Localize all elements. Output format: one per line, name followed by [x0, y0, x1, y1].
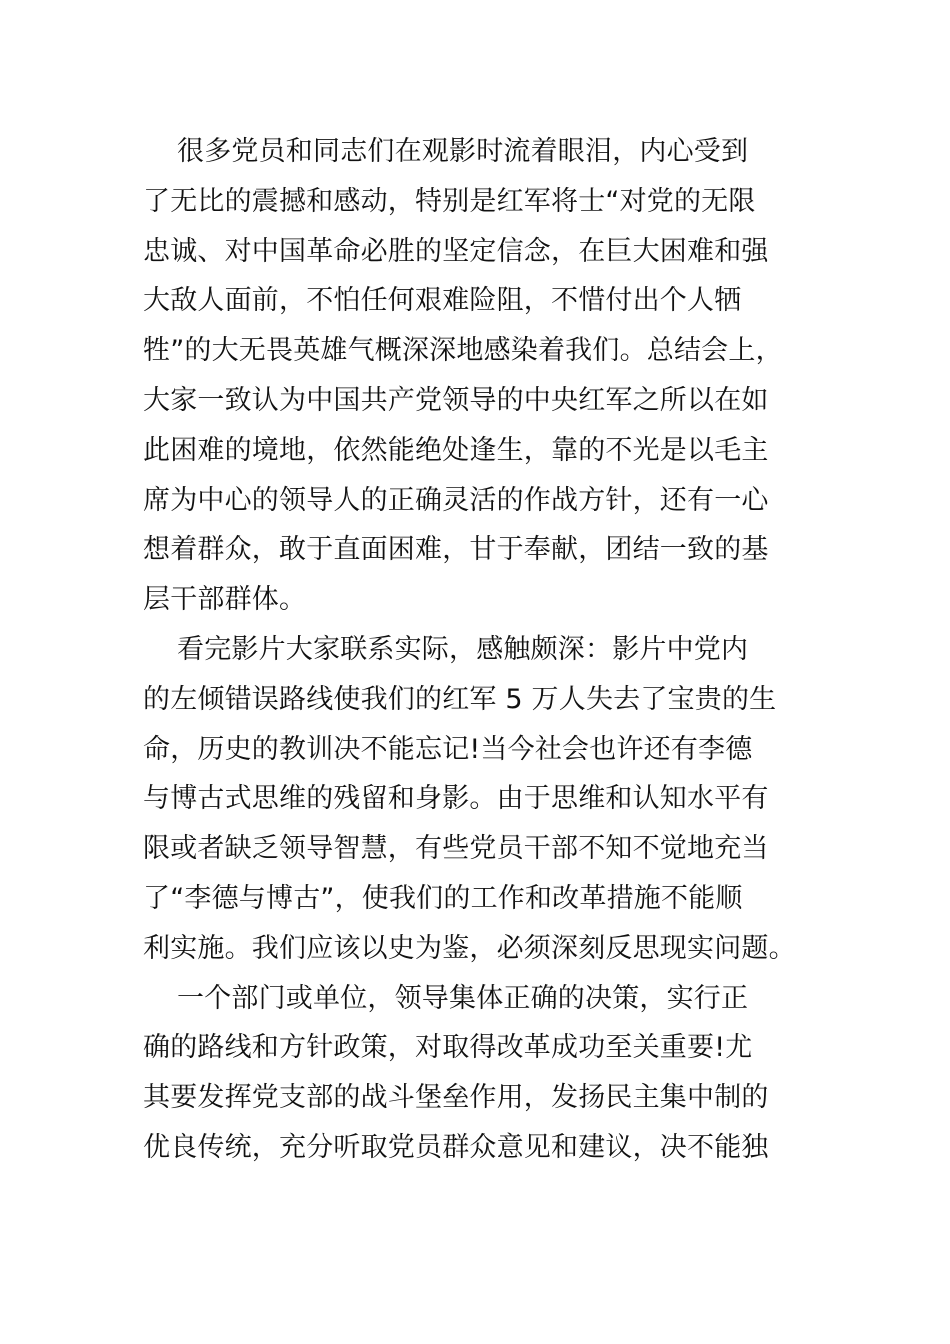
- text-line: 其要发挥党支部的战斗堡垒作用，发扬民主集中制的: [143, 1082, 769, 1114]
- text-line: 命，历史的教训决不能忘记!当今社会也许还有李德: [143, 733, 753, 765]
- text-line: 想着群众，敢于直面困难，甘于奉献，团结一致的基: [143, 534, 769, 566]
- paragraph-1: [143, 127, 823, 625]
- text-line: 确的路线和方针政策，对取得改革成功至关重要!尤: [143, 1032, 753, 1064]
- text-line: 牲”的大无畏英雄气概深深地感染着我们。总结会上，: [143, 335, 783, 367]
- text-line: 席为中心的领导人的正确灵活的作战方针，还有一心: [143, 484, 769, 516]
- text-line: 此困难的境地，依然能绝处逢生，靠的不光是以毛主: [143, 434, 769, 466]
- document-body: [143, 127, 823, 1173]
- text-line: 利实施。我们应该以史为鉴，必须深刻反思现实问题。: [143, 932, 796, 964]
- text-line: 层干部群体。: [143, 584, 307, 616]
- text-line: 忠诚、对中国革命必胜的坚定信念，在巨大困难和强: [143, 235, 769, 267]
- text-line: 一个部门或单位，领导集体正确的决策，实行正: [177, 982, 749, 1014]
- paragraph-2: [143, 625, 823, 974]
- text-line: 与博古式思维的残留和身影。由于思维和认知水平有: [143, 783, 769, 815]
- text-line: 大敌人面前，不怕任何艰难险阻，不惜付出个人牺: [143, 285, 742, 317]
- text-line: 大家一致认为中国共产党领导的中央红军之所以在如: [143, 384, 769, 416]
- text-line: 看完影片大家联系实际，感触颇深：影片中党内: [177, 633, 749, 665]
- text-line: 了无比的震撼和感动，特别是红军将士“对党的无限: [143, 185, 756, 217]
- paragraph-3: [143, 974, 823, 1173]
- text-line: 优良传统，充分听取党员群众意见和建议，决不能独: [143, 1131, 769, 1163]
- text-line: 的左倾错误路线使我们的红军 5 万人失去了宝贵的生: [143, 683, 777, 715]
- text-line: 限或者缺乏领导智慧，有些党员干部不知不觉地充当: [143, 833, 769, 865]
- text-line: 很多党员和同志们在观影时流着眼泪，内心受到: [177, 136, 749, 167]
- text-line: 了“李德与博古”，使我们的工作和改革措施不能顺: [143, 882, 743, 914]
